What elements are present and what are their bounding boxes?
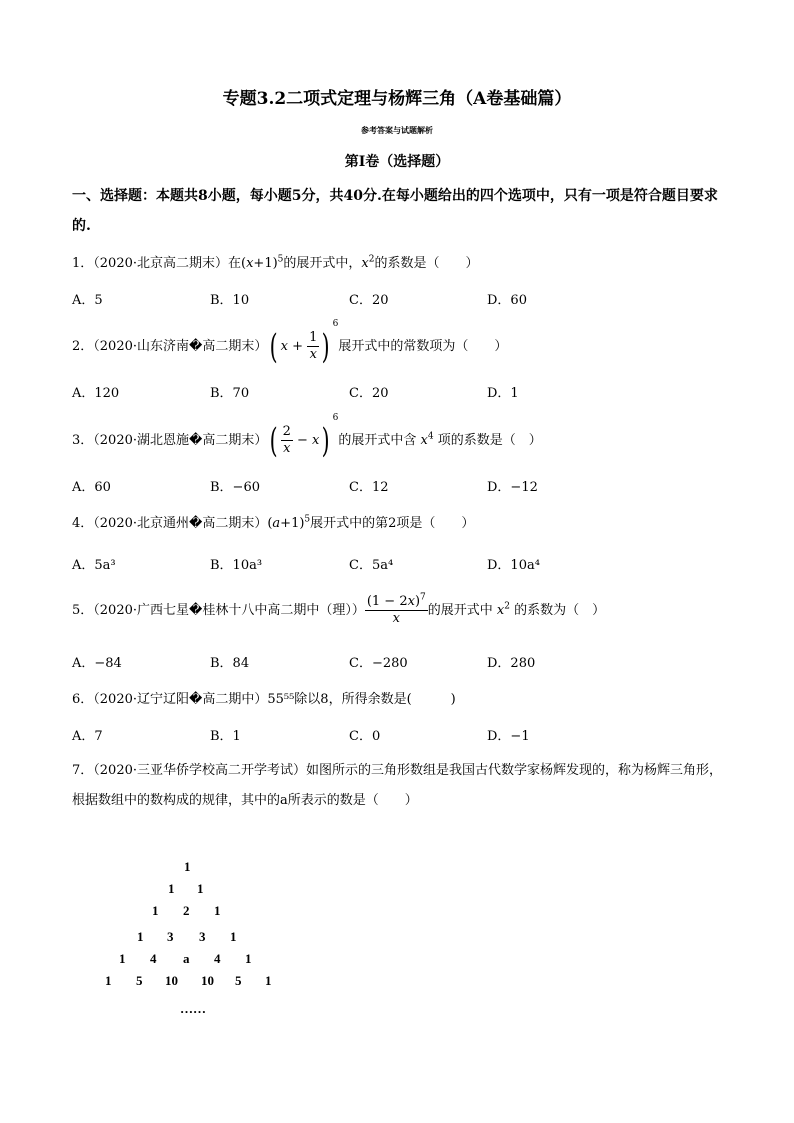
question-2 bbox=[72, 319, 508, 367]
question-1-suffix: 的系数是（ ） bbox=[374, 256, 479, 271]
q6-option-b: B．1 bbox=[210, 729, 241, 744]
q5-expression: $\frac{(1 - 2x)^7}{x}$ bbox=[366, 592, 426, 626]
q5-option-b: B．84 bbox=[210, 656, 250, 671]
triangle-cell: 1 bbox=[168, 881, 175, 896]
q3-expression: ( $\frac{2}{x}$ − x)$^6$ bbox=[269, 413, 339, 461]
question-6-suffix: 除以8，所得余数是( ) bbox=[294, 692, 456, 707]
q1-option-b: B．10 bbox=[210, 293, 250, 308]
triangle-cell: 1 bbox=[265, 973, 272, 988]
question-7: 7．（2020·三亚华侨学校高二开学考试）如图所示的三角形数组是我国古代数学家杨辉发现的，称为杨辉三角形，根据数组中的数构成的规律，其中的a所表示的数是（ ） bbox=[72, 763, 722, 808]
triangle-cell: 1 bbox=[230, 929, 237, 944]
q4-option-c: C．5a⁴ bbox=[349, 558, 394, 573]
triangle-cell: 3 bbox=[167, 929, 174, 944]
question-1 bbox=[72, 252, 479, 271]
question-1-mid: 的展开式中， bbox=[283, 256, 362, 271]
page-title: 专题3.2二项式定理与杨辉三角（A卷基础篇） bbox=[222, 89, 572, 109]
triangle-cell: 10 bbox=[165, 973, 178, 988]
question-2-suffix: 展开式中的常数项为（ ） bbox=[338, 339, 508, 354]
question-5-suffix: 的系数为（ ） bbox=[514, 603, 606, 618]
question-1-prefix: 1．（2020·北京高二期末）在 bbox=[72, 256, 241, 271]
q1-option-c: C．20 bbox=[349, 293, 389, 308]
q5-option-a: A．−84 bbox=[72, 656, 122, 671]
triangle-cell-a: a bbox=[183, 951, 190, 966]
question-3-mid: 的展开式中含 bbox=[338, 433, 417, 448]
question-3-prefix: 3．（2020·湖北恩施�高二期末） bbox=[72, 433, 268, 448]
q1-expression: $(x+1)^5$ bbox=[241, 254, 284, 271]
triangle-cell: 5 bbox=[235, 973, 242, 988]
triangle-cell: 1 bbox=[137, 929, 144, 944]
q5-option-d: D．280 bbox=[487, 656, 536, 671]
q5-term: $x^2$ bbox=[492, 601, 510, 618]
question-4 bbox=[72, 512, 474, 531]
q2-option-a: A．120 bbox=[72, 386, 120, 401]
q3-option-a: A．60 bbox=[72, 480, 111, 495]
q1-term: $x^2$ bbox=[361, 254, 375, 271]
question-3-suffix: 项的系数是（ ） bbox=[437, 433, 542, 448]
triangle-cell: 1 bbox=[119, 951, 126, 966]
triangle-cell: 1 bbox=[184, 859, 191, 874]
triangle-cell: 4 bbox=[214, 951, 221, 966]
q2-expression: ( x + $\frac{1}{x}$ )$^6$ bbox=[269, 319, 339, 367]
q1-option-d: D．60 bbox=[487, 293, 527, 308]
q6-option-d: D．−1 bbox=[487, 729, 530, 744]
q2-option-c: C．20 bbox=[349, 386, 389, 401]
question-6 bbox=[72, 688, 456, 707]
question-5-mid: 的展开式中 bbox=[427, 603, 493, 618]
volume-heading: 第Ⅰ卷（选择题） bbox=[344, 154, 450, 170]
triangle-cell: 1 bbox=[197, 881, 204, 896]
q6-option-a: A．7 bbox=[72, 729, 103, 744]
question-3 bbox=[72, 413, 542, 461]
q4-option-a: A．5a³ bbox=[72, 558, 116, 573]
q4-option-d: D．10a⁴ bbox=[487, 558, 540, 573]
q5-option-c: C．−280 bbox=[349, 656, 408, 671]
q4-option-b: B．10a³ bbox=[210, 558, 263, 573]
triangle-cell: 3 bbox=[199, 929, 206, 944]
q3-term: $x^4$ bbox=[416, 431, 434, 448]
question-2-prefix: 2．（2020·山东济南�高二期末） bbox=[72, 339, 268, 354]
question-4-prefix: 4．（2020·北京通州�高二期末） bbox=[72, 516, 268, 531]
q2-option-d: D．1 bbox=[487, 386, 519, 401]
q3-option-d: D．−12 bbox=[487, 480, 538, 495]
q2-option-b: B．70 bbox=[210, 386, 250, 401]
question-4-suffix: 展开式中的第2项是（ ） bbox=[310, 516, 475, 531]
q4-expression: $(a+1)^5$ bbox=[267, 514, 311, 531]
q3-option-b: B．−60 bbox=[210, 480, 260, 495]
q1-option-a: A．5 bbox=[72, 293, 103, 308]
triangle-cell: 1 bbox=[105, 973, 112, 988]
triangle-cell: 5 bbox=[136, 973, 143, 988]
question-5-prefix: 5．（2020·广西七星�桂林十八中高二期中（理）） bbox=[72, 603, 365, 618]
triangle-cell: 1 bbox=[152, 903, 159, 918]
section-instructions: 一、选择题：本题共8小题，每小题5分，共40分.在每小题给出的四个选项中，只有一项是符合题目要求的. bbox=[72, 188, 718, 234]
triangle-cell: 4 bbox=[150, 951, 157, 966]
page-subtitle: 参考答案与试题解析 bbox=[361, 125, 433, 135]
q3-option-c: C．12 bbox=[349, 480, 389, 495]
q6-option-c: C．0 bbox=[349, 729, 381, 744]
triangle-cell: 10 bbox=[201, 973, 214, 988]
triangle-cell: 1 bbox=[214, 903, 221, 918]
question-5 bbox=[72, 594, 605, 627]
q6-expression: 55⁵⁵ bbox=[267, 692, 295, 707]
question-6-prefix: 6．（2020·辽宁辽阳�高二期中） bbox=[72, 692, 268, 707]
triangle-ellipsis: …… bbox=[180, 1001, 206, 1016]
triangle-cell: 2 bbox=[183, 903, 190, 918]
triangle-cell: 1 bbox=[245, 951, 252, 966]
